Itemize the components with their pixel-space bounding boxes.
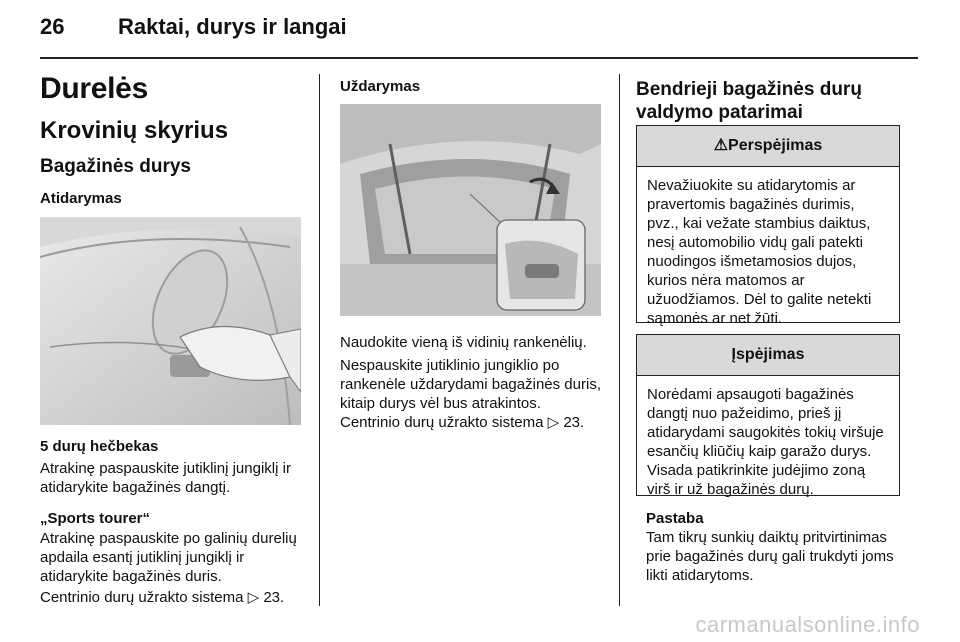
central-locking-text: Centrinio durų užrakto sistema [40,589,244,606]
tailgate-closing-illustration [340,104,601,316]
chevron-reference-icon: ▷ [547,414,560,431]
hatchback-heading: 5 durų hečbekas [40,438,159,455]
hatchback-instruction: Atrakinę paspauskite jutiklinį jungiklį ir atidarykite bagažinės dangtį. [40,460,291,496]
note-text: Tam tikrų sunkių daiktų pritvirtinimas prie bagažinės durų gali trukdyti joms likti atidarytoms. [646,529,894,584]
central-locking-reference [40,588,310,607]
closing-instruction-2: Nespauskite jutiklinio jungiklio po rankenėle uždarydami bagažinės duris, kitaip durys vėl bus atrakintos. [340,357,601,412]
warning-text: Nevažiuokite su atidarytomis ar pravertomis bagažinės durimis, pvz., kai vežate stambius daiktus, nesį automobilio vidų gali patekti nuodingos išmetamosios dujos, kurios nėra matomos ar užuodžiamos. Dėl to galite netekti sąmonės ar net žūti. [647,177,872,327]
tips-heading: Bendrieji bagažinės durų valdymo patarimai [636,79,862,123]
caution-title: Įspėjimas [637,335,899,376]
warning-title: Perspėjimas [728,137,823,154]
chevron-reference-icon: ▷ [247,589,260,606]
central-locking-reference-2 [340,413,610,432]
sports-tourer-instruction: Atrakinę paspauskite po galinių durelių apdaila esantį jutiklinį jungiklį ir atidarykite bagažinės duris. [40,530,297,585]
section-title: Durelės [40,72,148,105]
central-locking-text-2: Centrinio durų užrakto sistema [340,414,544,431]
header-rule [40,57,918,59]
column-divider-1 [319,74,320,606]
page-header-title: Raktai, durys ir langai [118,14,347,39]
watermark: carmanualsonline.info [695,612,920,637]
closing-heading: Uždarymas [340,78,421,95]
column-divider-2 [619,74,620,606]
caution-text: Norėdami apsaugoti bagažinės dangtį nuo pažeidimo, prieš jį atidarydami saugokitės tokių viršuje esančių kliūčių kaip garažo durys. Visada patikrinkite judėjimo zoną virš ir už bagažinės durų. [647,386,884,498]
closing-instruction-1: Naudokite vieną iš vidinių rankenėlių. [340,334,587,351]
page-number: 26 [40,14,65,39]
topic-title: Bagažinės durys [40,156,191,177]
reference-page: 23. [263,589,285,606]
caution-box [636,334,900,496]
sports-tourer-heading: „Sports tourer“ [40,510,151,527]
note-title: Pastaba [646,510,704,527]
warning-triangle-icon: ⚠ [713,137,729,154]
subsection-title: Krovinių skyrius [40,117,229,144]
opening-heading: Atidarymas [40,190,122,207]
warning-box [636,125,900,327]
reference-page-2: 23. [563,414,585,431]
tailgate-opening-illustration [40,217,301,425]
warning-box-header [637,126,899,167]
